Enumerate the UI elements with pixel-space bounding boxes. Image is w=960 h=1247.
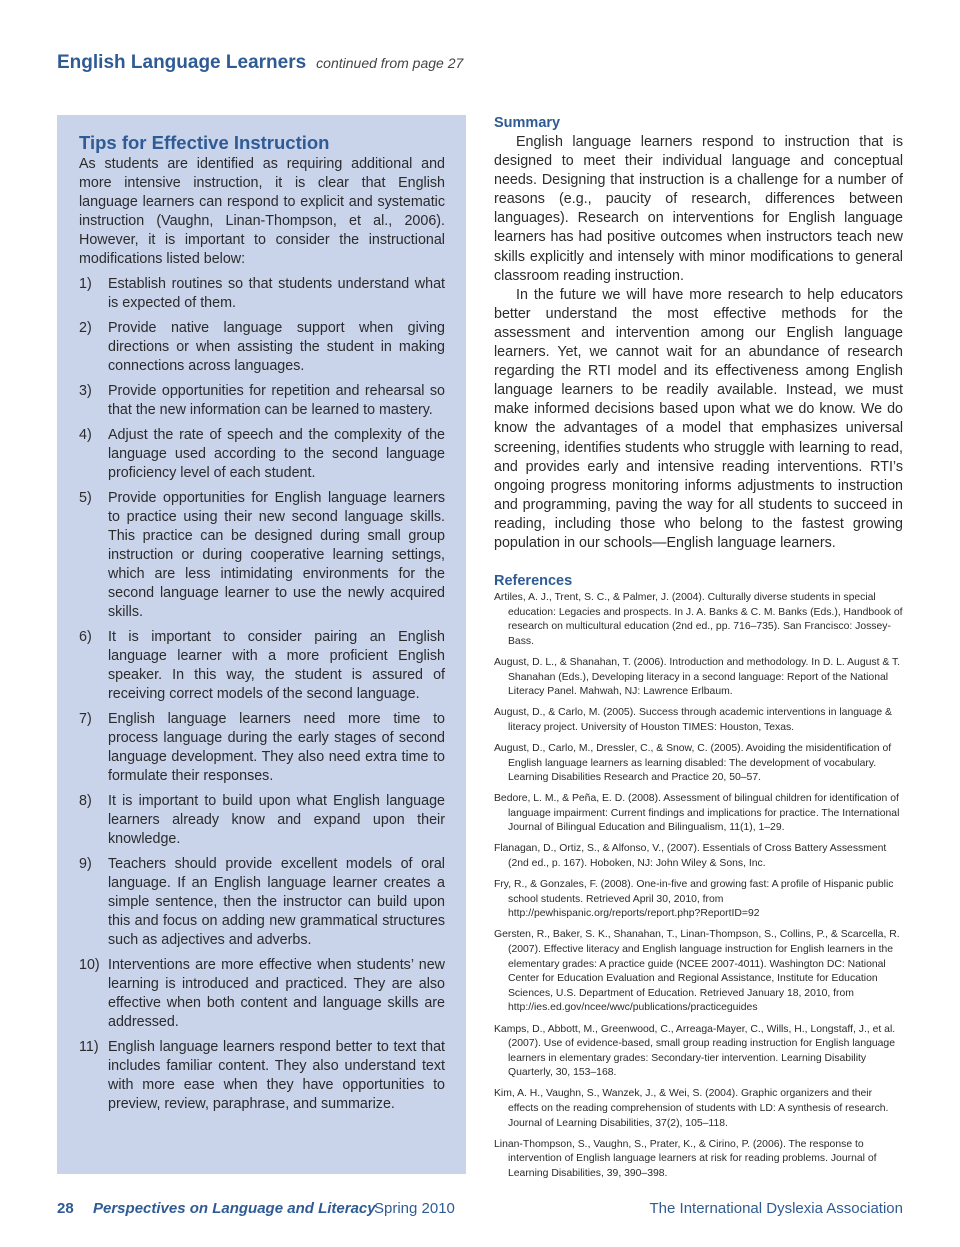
right-column xyxy=(494,113,903,1188)
tip-item xyxy=(79,489,445,622)
tip-text: Provide native language support when giving directions or when assisting the student in making connections across languages. xyxy=(108,320,445,374)
tip-number: 1) xyxy=(79,276,92,292)
tip-item xyxy=(79,855,445,950)
summary-paragraph: English language learners respond to instruction that is designed to meet their individual language and conceptual needs. Designing that instruction is a challenge for a number of reasons (e.g., paucity of research, differences between languages). Research on interventions for English language learners has had positive outcomes when instructors teach new skills explicitly and intensely with minor modifications to general classroom reading instruction. xyxy=(494,134,903,284)
page-number: 28 xyxy=(57,1200,74,1217)
tips-title: Tips for Effective Instruction xyxy=(79,132,330,153)
organization-name: The International Dyslexia Association xyxy=(649,1200,903,1217)
tip-text: It is important to build upon what English language learners already know and expand upon their knowledge. xyxy=(108,793,445,847)
tip-number: 10) xyxy=(79,957,100,973)
reference-item: Kim, A. H., Vaughn, S., Wanzek, J., & Wei, S. (2004). Graphic organizers and their effects on the reading comprehension of students with LD: A synthesis of research. Journal of Learning Disabilities, 37(2), 105–118. xyxy=(494,1088,889,1129)
tip-item xyxy=(79,275,445,313)
tip-item xyxy=(79,426,445,483)
article-title: English Language Learners xyxy=(57,52,307,73)
tip-number: 5) xyxy=(79,490,92,506)
reference-item: Kamps, D., Abbott, M., Greenwood, C., Arreaga-Mayer, C., Wills, H., Longstaff, J., et al. (2007). Use of evidence-based, small group reading instruction for English language learners in elementary grades: Secondary-tier intervention. Learning Disability Quarterly, 30, 153–168. xyxy=(494,1023,896,1079)
reference-item: Flanagan, D., Ortiz, S., & Alfonso, V., (2007). Essentials of Cross Battery Assessment (2nd ed., p. 167). Hoboken, NJ: John Wiley & Sons, Inc. xyxy=(494,843,887,870)
tip-number: 7) xyxy=(79,711,92,727)
reference-item: August, D., Carlo, M., Dressler, C., & Snow, C. (2005). Avoiding the misidentification of English language learners as learning disabled: The development of vocabulary. Learning Disabilities Research and Practice 20, 50–57. xyxy=(494,742,892,784)
tip-number: 8) xyxy=(79,793,92,809)
tip-item xyxy=(79,628,445,704)
tip-text: Teachers should provide excellent models of oral language. If an English language learner creates a simple sentence, then the instructor can build upon this and focus on adding new grammatical structures such as adjectives and adverbs. xyxy=(108,856,445,948)
reference-item: August, D. L., & Shanahan, T. (2006). Introduction and methodology. In D. L. August & T. Shanahan (Eds.), Developing literacy in a second language: Report of the National Literacy Panel. Mahwah, NJ: Lawrence Erlbaum. xyxy=(494,656,901,698)
page-header xyxy=(57,52,463,74)
tips-list xyxy=(79,275,445,1114)
tip-number: 2) xyxy=(79,320,92,336)
tip-item xyxy=(79,1038,445,1114)
reference-item: Bedore, L. M., & Peña, E. D. (2008). Assessment of bilingual children for identification of language impairment: Current findings and implications for practice. The International Journal of Bilingual Education and Bilingualism, 11(1), 1–29. xyxy=(494,793,900,834)
tip-text: English language learners need more time to process language during the early stages of second language development. They also need extra time to formulate their responses. xyxy=(108,711,445,784)
page-footer xyxy=(57,1200,903,1222)
continued-note: continued from page 27 xyxy=(316,55,464,71)
issue-date: Spring 2010 xyxy=(374,1200,455,1217)
tip-number: 4) xyxy=(79,427,92,443)
tip-number: 11) xyxy=(79,1039,99,1055)
tip-text: Interventions are more effective when students’ new learning is introduced and practiced. They are also effective when both content and language skills are addressed. xyxy=(108,957,445,1030)
reference-item: Gersten, R., Baker, S. K., Shanahan, T., Linan-Thompson, S., Collins, P., & Scarcella, R. (2007). Effective literacy and English language instruction for English learners in the elementary grades: A practice guide (NCEE 2007-4011). Washington DC: National Center for Education Evaluation and Regional Assistance, Institute for Education Sciences, U.S. Department of Education. Retrieved January 18, 2010, from http://ies.ed.gov/ncee/wwc/publications/practiceguides xyxy=(494,929,900,1014)
tip-number: 6) xyxy=(79,629,92,645)
tip-text: It is important to consider pairing an English language learner with a more proficient English speaker. In this way, the student is assured of receiving correct models of the second language. xyxy=(108,629,445,702)
reference-item: Linan-Thompson, S., Vaughn, S., Prater, K., & Cirino, P. (2006). The response to intervention of English language learners at risk for reading problems. Journal of Learning Disabilities, 39, 390–398. xyxy=(494,1138,877,1179)
tip-text: Establish routines so that students understand what is expected of them. xyxy=(108,276,445,311)
tip-item xyxy=(79,792,445,849)
tip-text: Provide opportunities for repetition and rehearsal so that the new information can be learned to mastery. xyxy=(108,383,445,418)
tip-item xyxy=(79,382,445,420)
tip-item xyxy=(79,710,445,786)
summary-heading: Summary xyxy=(494,115,561,131)
tip-text: Adjust the rate of speech and the complexity of the language used according to the second language proficiency level of each student. xyxy=(108,427,445,481)
reference-item: Artiles, A. J., Trent, S. C., & Palmer, J. (2004). Culturally diverse students in special education: Legacies and prospects. In J. A. Banks & C. M. Banks (Eds.), Handbook of research on multicultural education (2nd ed., pp. 716–735). San Francisco: Jossey-Bass. xyxy=(494,592,903,647)
summary-paragraph: In the future we will have more research to help educators better understand the most effective methods for the assessment and intervention among our English language learners. Yet, we cannot wait for an abundance of research regarding the RTI model and its effectiveness among English language learners to be readily available. Instead, we must make informed decisions based upon what we do know. We do know the advantages of a model that emphasizes universal screening, identifies students who struggle with learning to read, and provides early and intensive reading interventions. RTI’s ongoing progress monitoring informs adjustments to instruction and programming, paving the way for all students to succeed in reading, including those who belong to the fastest growing population in our schools—English language learners. xyxy=(494,286,903,551)
journal-title: Perspectives on Language and Literacy xyxy=(93,1200,376,1217)
tip-number: 3) xyxy=(79,383,92,399)
references-heading: References xyxy=(494,573,573,590)
tip-number: 9) xyxy=(79,856,92,872)
tip-text: English language learners respond better to text that includes familiar content. They also understand text with more ease when they have opportunities to preview, review, paraphrase, and summarize. xyxy=(108,1039,445,1112)
tip-item xyxy=(79,319,445,376)
references-list xyxy=(494,591,903,1181)
tip-text: Provide opportunities for English language learners to practice using their new second language skills. This practice can be designed during small group instruction or during cooperative learning settings, which are less intimidating environments for the second language learner to use the newly acquired skills. xyxy=(108,490,445,620)
tips-intro: As students are identified as requiring additional and more intensive instruction, it is clear that English language learners can respond to explicit and systematic instruction (Vaughn, Linan-Thompson, et al., 2006). However, it is important to consider the instructional modifications listed below: xyxy=(79,156,445,267)
reference-item: August, D., & Carlo, M. (2005). Success through academic interventions in language & literacy project. University of Houston TIMES: Houston, Texas. xyxy=(494,707,892,733)
reference-item: Fry, R., & Gonzales, F. (2008). One-in-five and growing fast: A profile of Hispanic public school students. Retrieved April 30, 2010, from http://pewhispanic.org/reports/report.php?ReportID=92 xyxy=(494,879,894,920)
tip-item xyxy=(79,956,445,1032)
tips-sidebar xyxy=(57,115,466,1174)
